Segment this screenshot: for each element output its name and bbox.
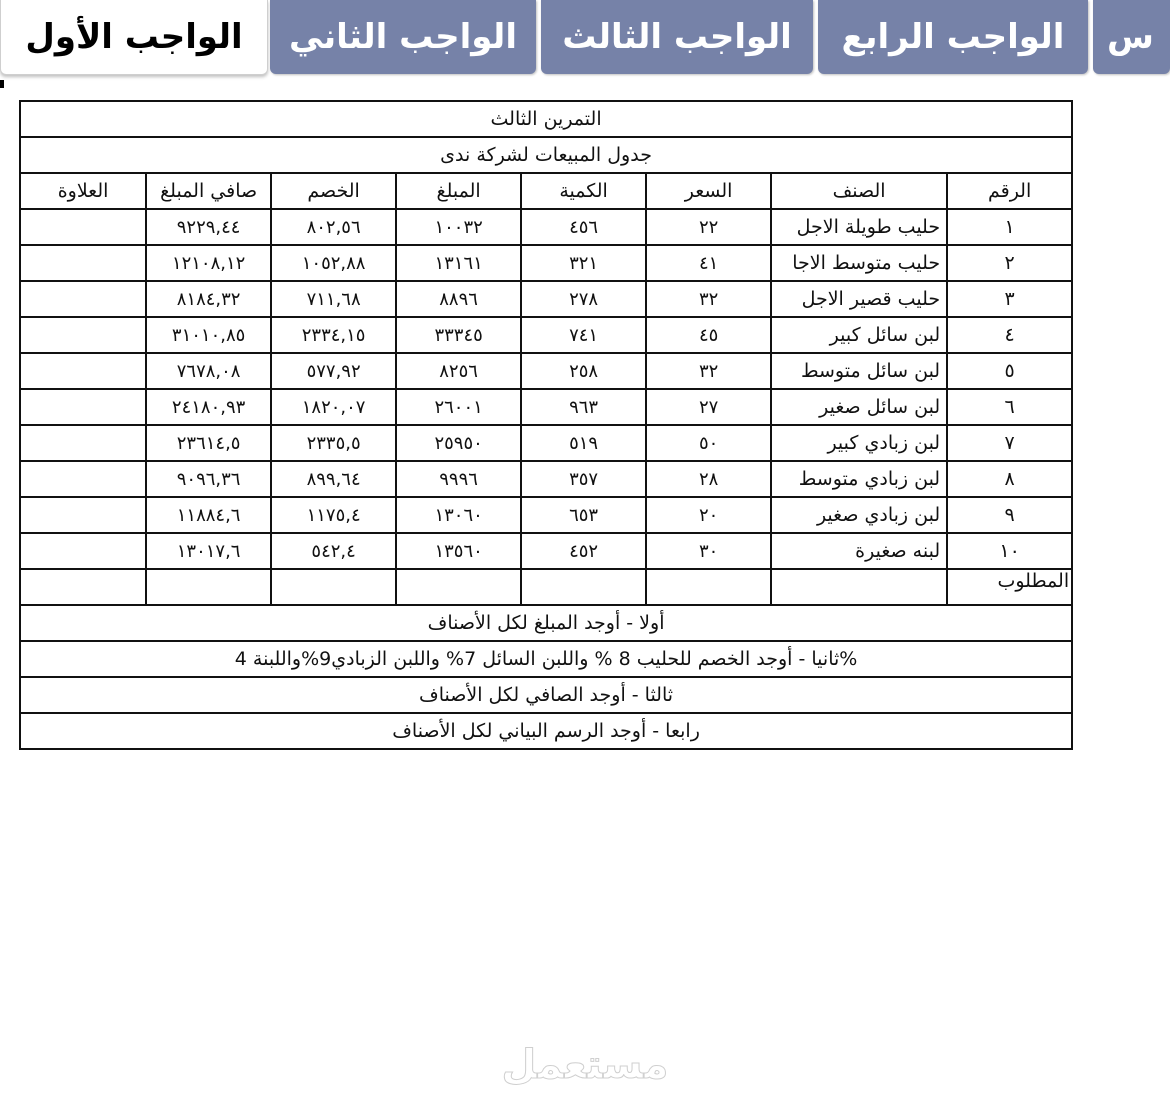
cell-number[interactable]: ١ — [947, 209, 1072, 245]
header-cell-net-amount[interactable]: صافي المبلغ — [146, 173, 271, 209]
table-row — [20, 461, 1072, 497]
task-row — [20, 713, 1072, 749]
cell-net-amount[interactable]: ١٢١٠٨,١٢ — [146, 245, 271, 281]
task-text[interactable]: ثالثا - أوجد الصافي لكل الأصناف — [20, 677, 1072, 713]
cell-bonus[interactable] — [20, 317, 146, 353]
cell-number[interactable]: ٥ — [947, 353, 1072, 389]
cell-price[interactable]: ٣٠ — [646, 533, 771, 569]
cell-number[interactable]: ٧ — [947, 425, 1072, 461]
cell-amount[interactable]: ١٣١٦١ — [396, 245, 521, 281]
cell-price[interactable]: ٤١ — [646, 245, 771, 281]
cell-item[interactable]: لبن زبادي صغير — [771, 497, 947, 533]
cell-price[interactable]: ٥٠ — [646, 425, 771, 461]
cell-quantity[interactable]: ٦٥٣ — [521, 497, 646, 533]
cell-price[interactable]: ٢٠ — [646, 497, 771, 533]
cell-quantity[interactable]: ٢٧٨ — [521, 281, 646, 317]
cell-discount[interactable]: ٥٤٢,٤ — [271, 533, 396, 569]
cell-price[interactable]: ٣٢ — [646, 353, 771, 389]
cell-amount[interactable]: ١٣٥٦٠ — [396, 533, 521, 569]
cell-discount[interactable]: ٢٣٣٥,٥ — [271, 425, 396, 461]
cell-item[interactable]: لبن زبادي متوسط — [771, 461, 947, 497]
header-cell-quantity[interactable]: الكمية — [521, 173, 646, 209]
tab-label: الواجب الأول — [25, 17, 243, 57]
cell-quantity[interactable]: ٧٤١ — [521, 317, 646, 353]
cell-bonus[interactable] — [20, 353, 146, 389]
cell-quantity[interactable]: ٤٥٢ — [521, 533, 646, 569]
cell-net-amount[interactable]: ٨١٨٤,٣٢ — [146, 281, 271, 317]
table-row — [20, 209, 1072, 245]
cell-discount[interactable]: ١٨٢٠,٠٧ — [271, 389, 396, 425]
task-text[interactable]: أولا - أوجد المبلغ لكل الأصناف — [20, 605, 1072, 641]
cell-net-amount[interactable]: ١٣٠١٧,٦ — [146, 533, 271, 569]
divider — [0, 80, 4, 88]
table-row — [20, 533, 1072, 569]
cell-discount[interactable]: ٢٣٣٤,١٥ — [271, 317, 396, 353]
empty-cell[interactable] — [146, 569, 271, 605]
header-cell-discount[interactable]: الخصم — [271, 173, 396, 209]
cell-net-amount[interactable]: ٩٢٢٩,٤٤ — [146, 209, 271, 245]
cell-discount[interactable]: ٨٩٩,٦٤ — [271, 461, 396, 497]
task-row — [20, 677, 1072, 713]
watermark-logo: مستعمل — [501, 1042, 669, 1088]
cell-number[interactable]: ٣ — [947, 281, 1072, 317]
cell-amount[interactable]: ٨٢٥٦ — [396, 353, 521, 389]
cell-discount[interactable]: ٥٧٧,٩٢ — [271, 353, 396, 389]
cell-net-amount[interactable]: ٩٠٩٦,٣٦ — [146, 461, 271, 497]
cell-number[interactable]: ٢ — [947, 245, 1072, 281]
cell-discount[interactable]: ٨٠٢,٥٦ — [271, 209, 396, 245]
header-row — [20, 173, 1072, 209]
table-row — [20, 389, 1072, 425]
cell-price[interactable]: ٢٢ — [646, 209, 771, 245]
tab-homework-5[interactable] — [1093, 0, 1170, 74]
cell-price[interactable]: ٤٥ — [646, 317, 771, 353]
cell-discount[interactable]: ٧١١,٦٨ — [271, 281, 396, 317]
empty-cell[interactable] — [271, 569, 396, 605]
required-label[interactable]: المطلوب — [947, 569, 1072, 605]
cell-quantity[interactable]: ٤٥٦ — [521, 209, 646, 245]
cell-net-amount[interactable]: ٢٤١٨٠,٩٣ — [146, 389, 271, 425]
cell-quantity[interactable]: ٩٦٣ — [521, 389, 646, 425]
sheet-tab-bar — [0, 0, 1170, 78]
table-row — [20, 497, 1072, 533]
task-row — [20, 641, 1072, 677]
task-text[interactable]: رابعا - أوجد الرسم البياني لكل الأصناف — [20, 713, 1072, 749]
cell-number[interactable]: ٦ — [947, 389, 1072, 425]
cell-bonus[interactable] — [20, 497, 146, 533]
required-row — [20, 569, 1072, 605]
cell-discount[interactable]: ١٠٥٢,٨٨ — [271, 245, 396, 281]
cell-item[interactable]: حليب قصير الاجل — [771, 281, 947, 317]
tab-homework-1[interactable] — [0, 0, 268, 75]
cell-quantity[interactable]: ٣٢١ — [521, 245, 646, 281]
table-row — [20, 353, 1072, 389]
tab-homework-3[interactable] — [541, 0, 813, 74]
cell-price[interactable]: ٣٢ — [646, 281, 771, 317]
cell-bonus[interactable] — [20, 245, 146, 281]
cell-amount[interactable]: ٢٦٠٠١ — [396, 389, 521, 425]
cell-bonus[interactable] — [20, 281, 146, 317]
tab-label: س — [1107, 17, 1154, 57]
cell-number[interactable]: ٩ — [947, 497, 1072, 533]
sales-table — [19, 100, 1073, 750]
cell-quantity[interactable]: ٥١٩ — [521, 425, 646, 461]
empty-cell[interactable] — [646, 569, 771, 605]
cell-bonus[interactable] — [20, 209, 146, 245]
cell-item[interactable]: لبن سائل صغير — [771, 389, 947, 425]
table-title: جدول المبيعات لشركة ندى — [20, 137, 1072, 173]
tab-homework-4[interactable] — [818, 0, 1088, 74]
empty-cell[interactable] — [396, 569, 521, 605]
cell-quantity[interactable]: ٢٥٨ — [521, 353, 646, 389]
cell-number[interactable]: ١٠ — [947, 533, 1072, 569]
cell-net-amount[interactable]: ٢٣٦١٤,٥ — [146, 425, 271, 461]
cell-item[interactable]: لبن زبادي كبير — [771, 425, 947, 461]
table-row — [20, 245, 1072, 281]
cell-net-amount[interactable]: ٧٦٧٨,٠٨ — [146, 353, 271, 389]
cell-amount[interactable]: ٩٩٩٦ — [396, 461, 521, 497]
exercise-title-row — [20, 101, 1072, 137]
cell-number[interactable]: ٤ — [947, 317, 1072, 353]
cell-amount[interactable]: ٣٣٣٤٥ — [396, 317, 521, 353]
cell-amount[interactable]: ١٣٠٦٠ — [396, 497, 521, 533]
empty-cell[interactable] — [20, 569, 146, 605]
tab-label: الواجب الثالث — [562, 17, 792, 57]
cell-item[interactable]: لبنه صغيرة — [771, 533, 947, 569]
tab-homework-2[interactable] — [270, 0, 536, 74]
cell-bonus[interactable] — [20, 389, 146, 425]
cell-amount[interactable]: ١٠٠٣٢ — [396, 209, 521, 245]
cell-number[interactable]: ٨ — [947, 461, 1072, 497]
header-cell-bonus[interactable]: العلاوة — [20, 173, 146, 209]
tab-label: الواجب الثاني — [289, 17, 517, 57]
cell-discount[interactable]: ١١٧٥,٤ — [271, 497, 396, 533]
cell-item[interactable]: حليب طويلة الاجل — [771, 209, 947, 245]
cell-net-amount[interactable]: ٣١٠١٠,٨٥ — [146, 317, 271, 353]
empty-cell[interactable] — [521, 569, 646, 605]
cell-price[interactable]: ٢٨ — [646, 461, 771, 497]
header-cell-price[interactable]: السعر — [646, 173, 771, 209]
cell-item[interactable]: حليب متوسط الاجا — [771, 245, 947, 281]
cell-amount[interactable]: ٢٥٩٥٠ — [396, 425, 521, 461]
task-row — [20, 605, 1072, 641]
table-row — [20, 281, 1072, 317]
header-cell-number[interactable]: الرقم — [947, 173, 1072, 209]
cell-price[interactable]: ٢٧ — [646, 389, 771, 425]
exercise-title: التمرين الثالث — [20, 101, 1072, 137]
empty-cell[interactable] — [771, 569, 947, 605]
cell-amount[interactable]: ٨٨٩٦ — [396, 281, 521, 317]
table-row — [20, 317, 1072, 353]
table-row — [20, 425, 1072, 461]
cell-item[interactable]: لبن سائل كبير — [771, 317, 947, 353]
cell-bonus[interactable] — [20, 425, 146, 461]
cell-quantity[interactable]: ٣٥٧ — [521, 461, 646, 497]
cell-bonus[interactable] — [20, 461, 146, 497]
header-cell-item[interactable]: الصنف — [771, 173, 947, 209]
tab-label: الواجب الرابع — [841, 17, 1065, 57]
table-title-row — [20, 137, 1072, 173]
cell-net-amount[interactable]: ١١٨٨٤,٦ — [146, 497, 271, 533]
task-text[interactable]: %ثانيا - أوجد الخصم للحليب 8 % واللبن السائل 7% واللبن الزبادي9%واللبنة 4 — [20, 641, 1072, 677]
header-cell-amount[interactable]: المبلغ — [396, 173, 521, 209]
cell-item[interactable]: لبن سائل متوسط — [771, 353, 947, 389]
cell-bonus[interactable] — [20, 533, 146, 569]
